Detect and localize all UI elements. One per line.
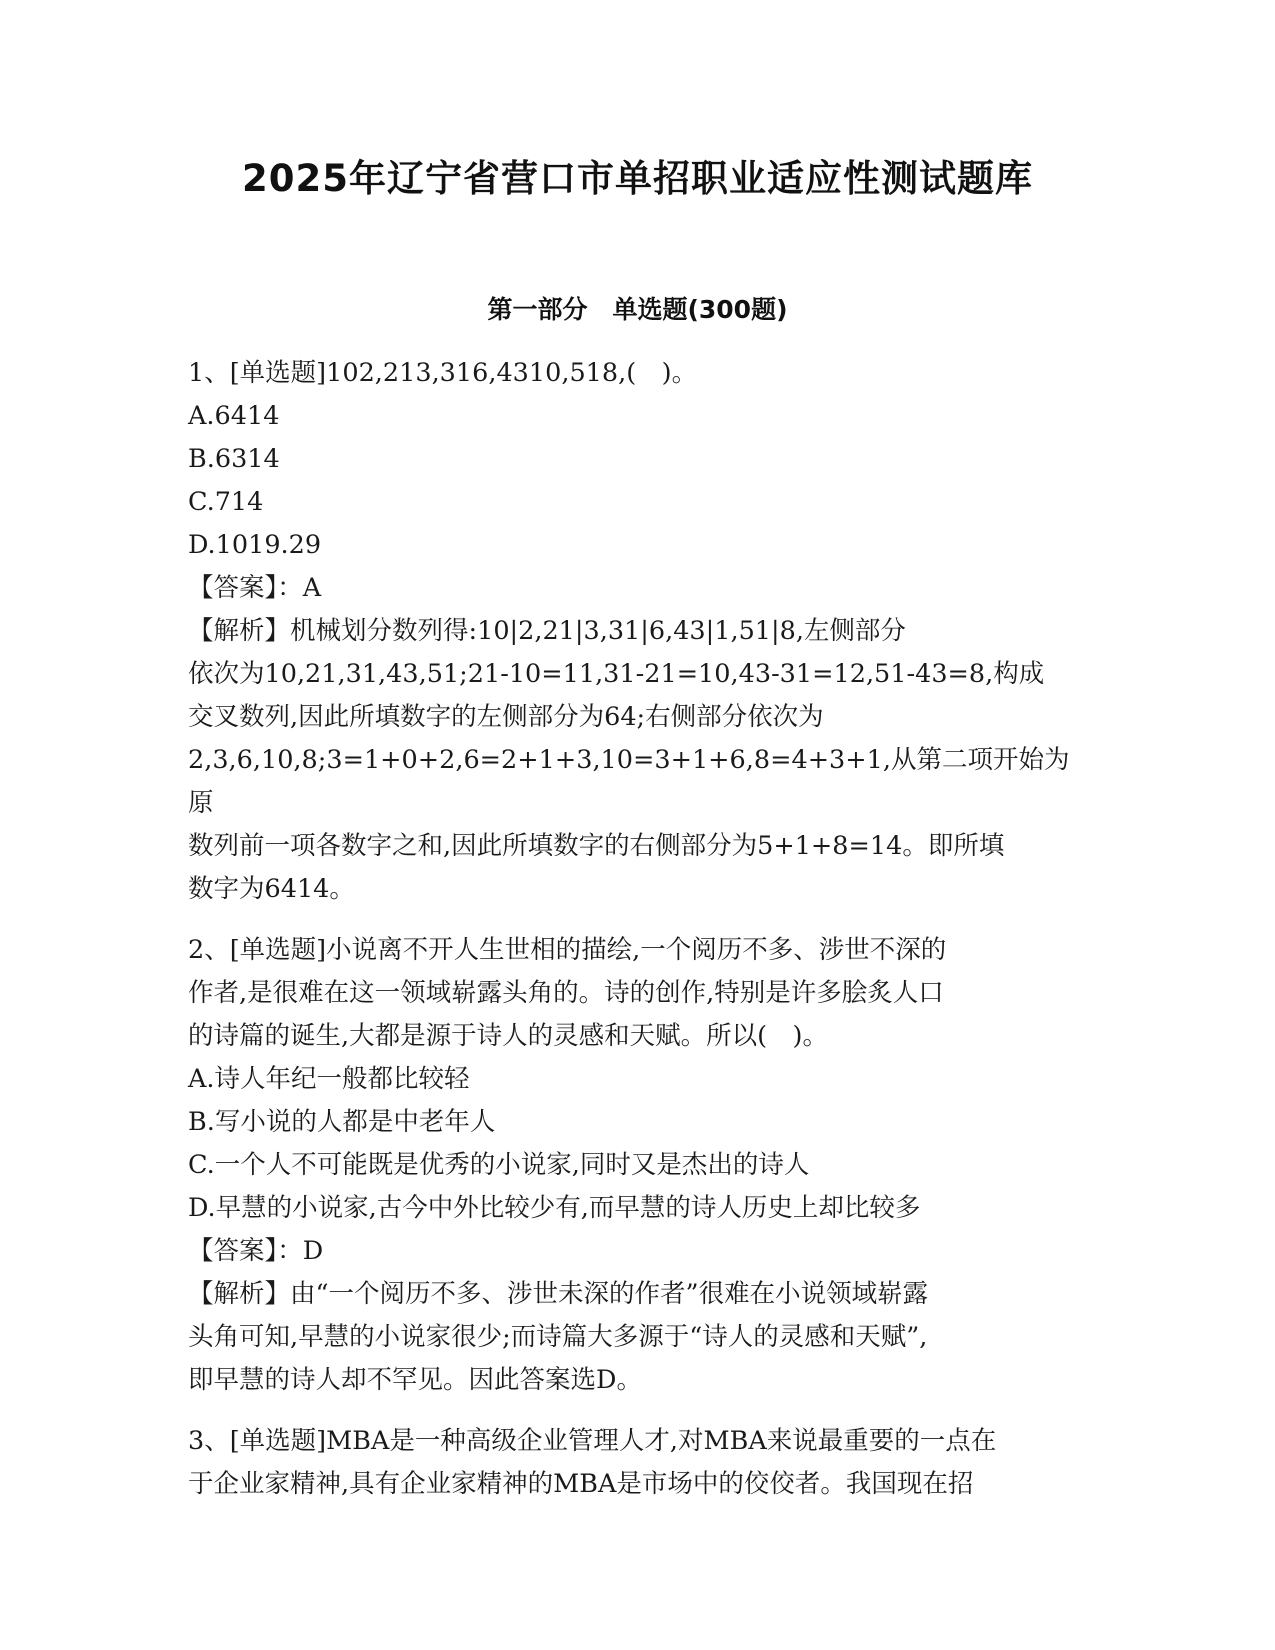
question-list [188, 352, 1088, 1524]
option-b: B.6314 [188, 444, 280, 474]
analysis-line: 依次为10,21,31,43,51;21-10=11,31-21=10,43-31=12,51-43=8,构成 [188, 659, 1045, 689]
analysis-line: 数字为6414。 [188, 874, 355, 904]
answer-label: 【答案】： [188, 1236, 303, 1266]
document-title: 2025年辽宁省营口市单招职业适应性测试题库 [242, 157, 1033, 200]
answer-label: 【答案】： [188, 573, 303, 603]
analysis-line: 【解析】由“一个阅历不多、涉世未深的作者”很难在小说领域崭露 [188, 1279, 929, 1309]
analysis-line: 头角可知,早慧的小说家很少;而诗篇大多源于“诗人的灵感和天赋”, [188, 1322, 928, 1352]
analysis-line: 【解析】机械划分数列得:10|2,21|3,31|6,43|1,51|8,左侧部分 [188, 616, 906, 646]
analysis-line: 2,3,6,10,8;3=1+0+2,6=2+1+3,10=3+1+6,8=4+3+1,从第二项开始为原 [188, 745, 1070, 818]
answer-line [188, 1230, 1088, 1273]
question-3 [188, 1420, 1088, 1506]
question-stem: 的诗篇的诞生,大都是源于诗人的灵感和天赋。所以( )。 [188, 1021, 829, 1051]
analysis-line: 即早慧的诗人却不罕见。因此答案选D。 [188, 1365, 642, 1395]
question-stem: 于企业家精神,具有企业家精神的MBA是市场中的佼佼者。我国现在招 [188, 1469, 974, 1499]
question-stem: 2、[单选题]小说离不开人生世相的描绘,一个阅历不多、涉世不深的 [188, 935, 947, 965]
question-stem: 3、[单选题]MBA是一种高级企业管理人才,对MBA来说最重要的一点在 [188, 1426, 997, 1456]
option-d: D.早慧的小说家,古今中外比较少有,而早慧的诗人历史上却比较多 [188, 1193, 921, 1223]
analysis-line: 数列前一项各数字之和,因此所填数字的右侧部分为5+1+8=14。即所填 [188, 831, 1005, 861]
section-heading: 第一部分 单选题(300题) [487, 295, 788, 324]
question-stem: 作者,是很难在这一领域崭露头角的。诗的创作,特别是许多脍炙人口 [188, 978, 944, 1008]
answer-value: A [302, 573, 322, 603]
question-2 [188, 929, 1088, 1402]
option-d: D.1019.29 [188, 530, 322, 560]
answer-value: D [302, 1236, 324, 1266]
question-stem: 1、[单选题]102,213,316,4310,518,( )。 [188, 358, 698, 388]
option-c: C.714 [188, 487, 264, 517]
option-b: B.写小说的人都是中老年人 [188, 1107, 496, 1137]
option-a: A.诗人年纪一般都比较轻 [188, 1064, 470, 1094]
option-c: C.一个人不可能既是优秀的小说家,同时又是杰出的诗人 [188, 1150, 810, 1180]
answer-line [188, 567, 1088, 610]
analysis-line: 交叉数列,因此所填数字的左侧部分为64;右侧部分依次为 [188, 702, 824, 732]
question-1 [188, 352, 1088, 911]
option-a: A.6414 [188, 401, 280, 431]
